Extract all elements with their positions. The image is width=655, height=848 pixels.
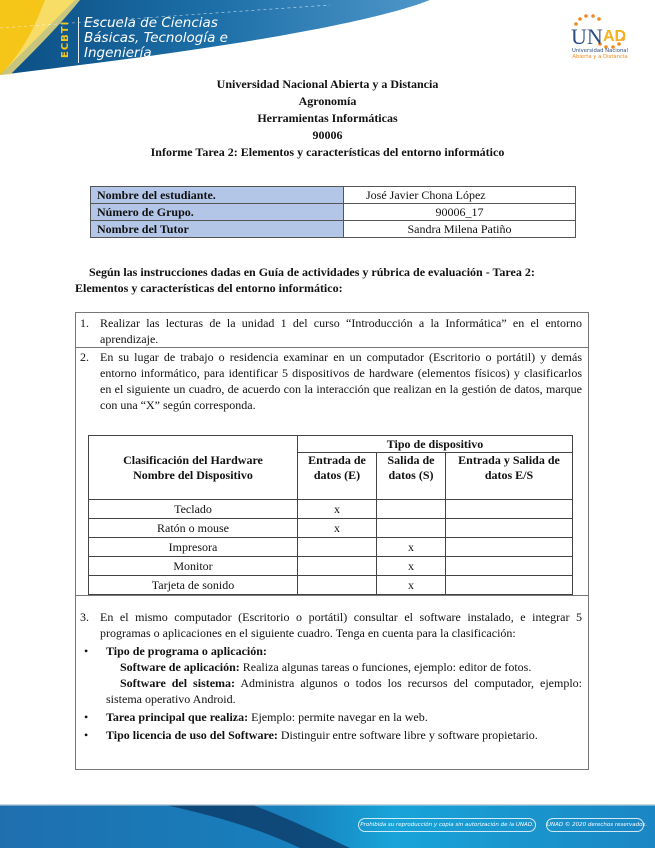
header-output: Salida de datos (S) <box>377 453 446 500</box>
input-output-mark <box>446 519 573 538</box>
header-hardware: Clasificación del Hardware Nombre del Dispositivo <box>89 436 298 500</box>
instruction-item-2: 2. En su lugar de trabajo o residencia examinar en un computador (Escritorio o portátil) y demás entorno informático, para identificar 5 dispositivos de hardware (elementos físicos) y clasificarlos en el siguiente un cuadro, de acuerdo con la interacción que realizan en la gestión de datos, marque con una “X” según corresponda. <box>80 350 582 412</box>
table-header-row <box>89 436 573 453</box>
report-title: Informe Tarea 2: Elementos y características del entorno informático <box>150 145 505 159</box>
table-row <box>89 500 573 519</box>
instructions-intro: Según las instrucciones dadas en Guía de actividades y rúbrica de evaluación - Tarea 2: Elementos y características del entorno informático: <box>75 265 535 295</box>
header-divider <box>78 17 79 63</box>
device-name: Impresora <box>89 538 298 557</box>
table-row <box>91 221 576 238</box>
table-row <box>89 538 573 557</box>
table-row <box>89 576 573 595</box>
device-name: Teclado <box>89 500 298 519</box>
device-name: Tarjeta de sonido <box>89 576 298 595</box>
course-title: Herramientas Informáticas <box>257 111 398 125</box>
copyright-notice: UNAD © 2020 derechos reservados. <box>546 818 644 832</box>
table-row <box>91 204 576 221</box>
divider <box>76 595 588 596</box>
bullet-main-task: • Tarea principal que realiza: Ejemplo: permite navegar en la web. <box>84 710 428 724</box>
bullet-icon: • <box>84 728 89 742</box>
input-output-mark <box>446 500 573 519</box>
input-mark: x <box>298 519 377 538</box>
header-input: Entrada de datos (E) <box>298 453 377 500</box>
output-mark: x <box>377 557 446 576</box>
university-title: Universidad Nacional Abierta y a Distancia <box>216 77 439 91</box>
student-name-value: José Javier Chona López <box>344 187 576 204</box>
output-mark: x <box>377 576 446 595</box>
input-output-mark <box>446 576 573 595</box>
bullet-icon: • <box>84 644 89 658</box>
unad-logo-subtitle: Universidad Nacional Abierta y a Distancia <box>571 48 629 60</box>
tutor-name-value: Sandra Milena Patiño <box>344 221 576 238</box>
input-output-mark <box>446 557 573 576</box>
table-row <box>91 187 576 204</box>
instruction-item-3: 3. En el mismo computador (Escritorio o portátil) consultar el software instalado, e integrar 5 programas o aplicaciones en el siguiente cuadro. Tenga en cuenta para la clasificación: <box>80 610 582 640</box>
output-mark: x <box>377 538 446 557</box>
input-mark <box>298 576 377 595</box>
instruction-item-1: 1. Realizar las lecturas de la unidad 1 del curso “Introducción a la Informática” en el entorno aprendizaje. <box>80 316 582 346</box>
input-output-mark <box>446 538 573 557</box>
input-mark <box>298 538 377 557</box>
activity-instructions-box <box>75 312 589 770</box>
output-mark <box>377 519 446 538</box>
input-mark <box>298 557 377 576</box>
output-mark <box>377 500 446 519</box>
tutor-name-label: Nombre del Tutor <box>91 221 344 238</box>
device-name: Ratón o mouse <box>89 519 298 538</box>
bullet-icon: • <box>84 710 89 724</box>
header-input-output: Entrada y Salida de datos E/S <box>446 453 573 500</box>
svg-text:UN: UN <box>571 24 603 49</box>
table-row <box>89 519 573 538</box>
course-code: 90006 <box>312 128 343 142</box>
group-number-label: Número de Grupo. <box>91 204 344 221</box>
input-mark: x <box>298 500 377 519</box>
application-software-definition: Software de aplicación: Realiza algunas tareas o funciones, ejemplo: editor de fotos. <box>120 660 532 674</box>
student-name-label: Nombre del estudiante. <box>91 187 344 204</box>
bullet-program-type: • Tipo de programa o aplicación: <box>84 644 267 658</box>
header-device-type: Tipo de dispositivo <box>298 436 573 453</box>
hardware-classification-table <box>88 435 573 595</box>
divider <box>76 347 588 348</box>
student-info-table <box>90 186 576 238</box>
group-number-value: 90006_17 <box>344 204 576 221</box>
table-row <box>89 557 573 576</box>
document-title-block <box>0 76 655 161</box>
school-name: Escuela de Ciencias Básicas, Tecnología e Ingeniería <box>84 15 228 61</box>
page-header-banner <box>0 0 655 75</box>
program-title: Agronomía <box>298 94 357 108</box>
page-footer-banner <box>0 804 655 848</box>
school-abbrev: ECBTI <box>60 20 71 58</box>
device-name: Monitor <box>89 557 298 576</box>
svg-text:AD: AD <box>603 28 627 45</box>
system-software-definition: Software del sistema: Administra algunos o todos los recursos del computador, ejemplo: sistema operativo Android. <box>106 676 583 706</box>
reproduction-notice: Prohibida su reproducción y copia sin autorización de la UNAD. <box>358 818 536 832</box>
bullet-license-type: • Tipo licencia de uso del Software: Distinguir entre software libre y software propietario. <box>84 728 538 742</box>
